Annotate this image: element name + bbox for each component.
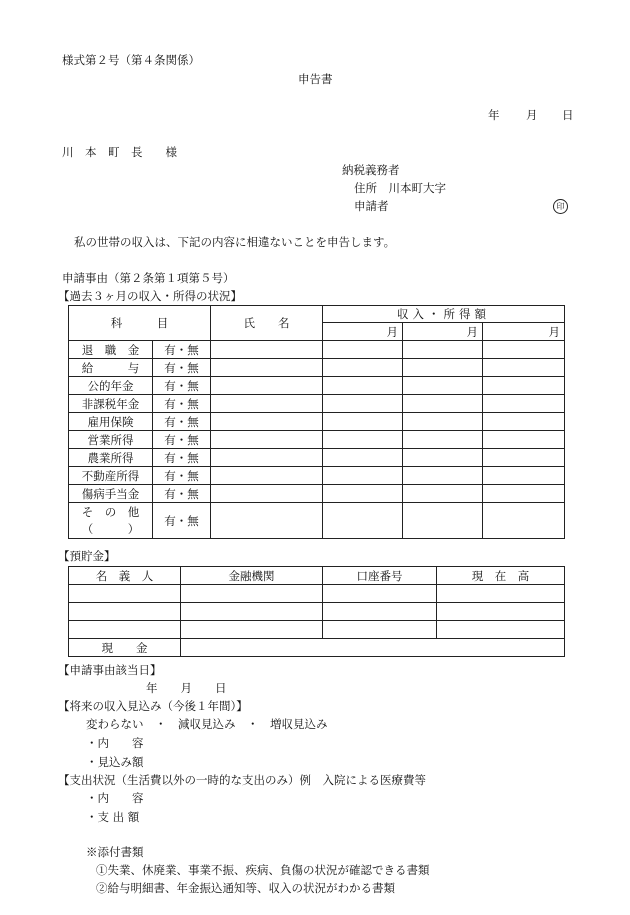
amount-cell[interactable] [323,449,403,467]
table-row [69,359,565,377]
income-flag[interactable]: 有・無 [153,377,211,395]
income-flag[interactable]: 有・無 [153,341,211,359]
other-label: そ の 他 [81,504,140,519]
month-label-3: 月 [483,323,565,341]
savings-header-bank: 金融機関 [181,567,323,585]
table-row [69,639,565,657]
date-day-label: 日 [562,108,574,122]
amount-cell[interactable] [403,359,483,377]
applicant-label: 申請者 [354,199,389,213]
income-item-label: 給 与 [69,359,153,377]
seal-icon: 印 [553,199,568,214]
cash-label: 現 金 [69,639,181,657]
declaration-text: 私の世帯の収入は、下記の内容に相違ないことを申告します。 [74,235,396,249]
income-flag[interactable]: 有・無 [153,467,211,485]
future-income-options: 変わらない ・ 減収見込み ・ 増収見込み [86,717,328,731]
attachment-item-1: ①失業、休廃業、事業不振、疾病、負傷の状況が確認できる書類 [96,863,430,877]
income-flag[interactable]: 有・無 [153,395,211,413]
savings-header-account: 口座番号 [323,567,437,585]
amount-cell[interactable] [323,395,403,413]
name-cell[interactable] [211,359,323,377]
holder-cell[interactable] [69,603,181,621]
amount-cell[interactable] [323,341,403,359]
reason-heading: 申請事由（第２条第１項第５号） [62,271,235,285]
income-flag[interactable]: 有・無 [153,431,211,449]
income-header-amount: 収入・所得額 [323,306,565,323]
balance-cell[interactable] [437,603,565,621]
amount-cell[interactable] [483,503,565,539]
income-item-label: 非課税年金 [69,395,153,413]
table-row [69,395,565,413]
income-item-label: 農業所得 [69,449,153,467]
name-cell[interactable] [211,377,323,395]
amount-cell[interactable] [403,449,483,467]
amount-cell[interactable] [483,377,565,395]
table-row [69,621,565,639]
name-cell[interactable] [211,467,323,485]
application-date: 年 月 日 [146,681,227,695]
amount-cell[interactable] [483,341,565,359]
income-flag[interactable]: 有・無 [153,359,211,377]
addressee: 川 本 町 長 様 [62,145,177,159]
income-item-label: 公的年金 [69,377,153,395]
taxpayer-label: 納税義務者 [342,163,400,177]
savings-header-holder: 名 義 人 [69,567,181,585]
cash-amount-cell[interactable] [181,639,565,657]
account-cell[interactable] [323,585,437,603]
future-estimate-label: ・見込み額 [86,755,144,769]
amount-cell[interactable] [483,449,565,467]
amount-cell[interactable] [323,467,403,485]
expense-amount-label: ・支 出 額 [86,810,140,824]
future-content-label: ・内 容 [86,736,144,750]
amount-cell[interactable] [323,413,403,431]
amount-cell[interactable] [483,395,565,413]
balance-cell[interactable] [437,621,565,639]
holder-cell[interactable] [69,585,181,603]
table-row [69,377,565,395]
document-title: 申告書 [298,72,333,86]
amount-cell[interactable] [323,359,403,377]
income-header-name: 氏 名 [211,306,323,341]
name-cell[interactable] [211,431,323,449]
holder-cell[interactable] [69,621,181,639]
name-cell[interactable] [211,341,323,359]
form-number: 様式第２号（第４条関係） [62,53,200,67]
income-item-other [69,503,153,539]
expense-heading: 【支出状況（生活費以外の一時的な支出のみ）例 入院による医療費等 [58,773,426,787]
income-item-label: 不動産所得 [69,467,153,485]
amount-cell[interactable] [403,395,483,413]
bank-cell[interactable] [181,585,323,603]
month-label-2: 月 [403,323,483,341]
savings-table [68,566,565,657]
amount-cell[interactable] [323,485,403,503]
income-item-label: 雇用保険 [69,413,153,431]
table-row [69,503,565,539]
savings-header-balance: 現 在 高 [437,567,565,585]
savings-section-heading: 【預貯金】 [58,549,116,563]
amount-cell[interactable] [323,431,403,449]
bank-cell[interactable] [181,603,323,621]
name-cell[interactable] [211,395,323,413]
table-row [69,431,565,449]
table-row [69,449,565,467]
attachments-heading: ※添付書類 [86,845,144,859]
date-year-label: 年 [488,108,500,122]
income-flag[interactable]: 有・無 [153,413,211,431]
table-row [69,341,565,359]
bank-cell[interactable] [181,621,323,639]
table-row [69,585,565,603]
date-month-label: 月 [526,108,538,122]
attachment-item-2: ②給与明細書、年金振込通知等、収入の状況がわかる書類 [96,881,395,895]
table-row [69,603,565,621]
income-flag[interactable]: 有・無 [153,485,211,503]
name-cell[interactable] [211,413,323,431]
amount-cell[interactable] [483,485,565,503]
balance-cell[interactable] [437,585,565,603]
amount-cell[interactable] [403,503,483,539]
amount-cell[interactable] [323,503,403,539]
other-paren: （ ） [81,521,140,536]
account-cell[interactable] [323,603,437,621]
table-row [69,413,565,431]
amount-cell[interactable] [403,467,483,485]
table-row [69,485,565,503]
amount-cell[interactable] [483,467,565,485]
amount-cell[interactable] [403,341,483,359]
income-flag[interactable]: 有・無 [153,449,211,467]
amount-cell[interactable] [483,413,565,431]
name-cell[interactable] [211,503,323,539]
amount-cell[interactable] [403,377,483,395]
expense-content-label: ・内 容 [86,791,144,805]
amount-cell[interactable] [403,431,483,449]
income-section-heading: 【過去３ヶ月の収入・所得の状況】 [58,289,242,303]
income-item-label: 営業所得 [69,431,153,449]
table-row [69,467,565,485]
amount-cell[interactable] [403,485,483,503]
amount-cell[interactable] [483,359,565,377]
month-label-1: 月 [323,323,403,341]
amount-cell[interactable] [403,413,483,431]
income-header-item: 科 目 [69,306,211,341]
date-section-heading: 【申請事由該当日】 [58,663,162,677]
amount-cell[interactable] [323,377,403,395]
income-flag[interactable]: 有・無 [153,503,211,539]
future-income-heading: 【将来の収入見込み（今後１年間）】 [58,699,248,713]
address-label: 住所 川本町大字 [354,181,446,195]
account-cell[interactable] [323,621,437,639]
income-table [68,305,565,539]
amount-cell[interactable] [483,431,565,449]
income-item-label: 傷病手当金 [69,485,153,503]
name-cell[interactable] [211,485,323,503]
income-item-label: 退 職 金 [69,341,153,359]
name-cell[interactable] [211,449,323,467]
